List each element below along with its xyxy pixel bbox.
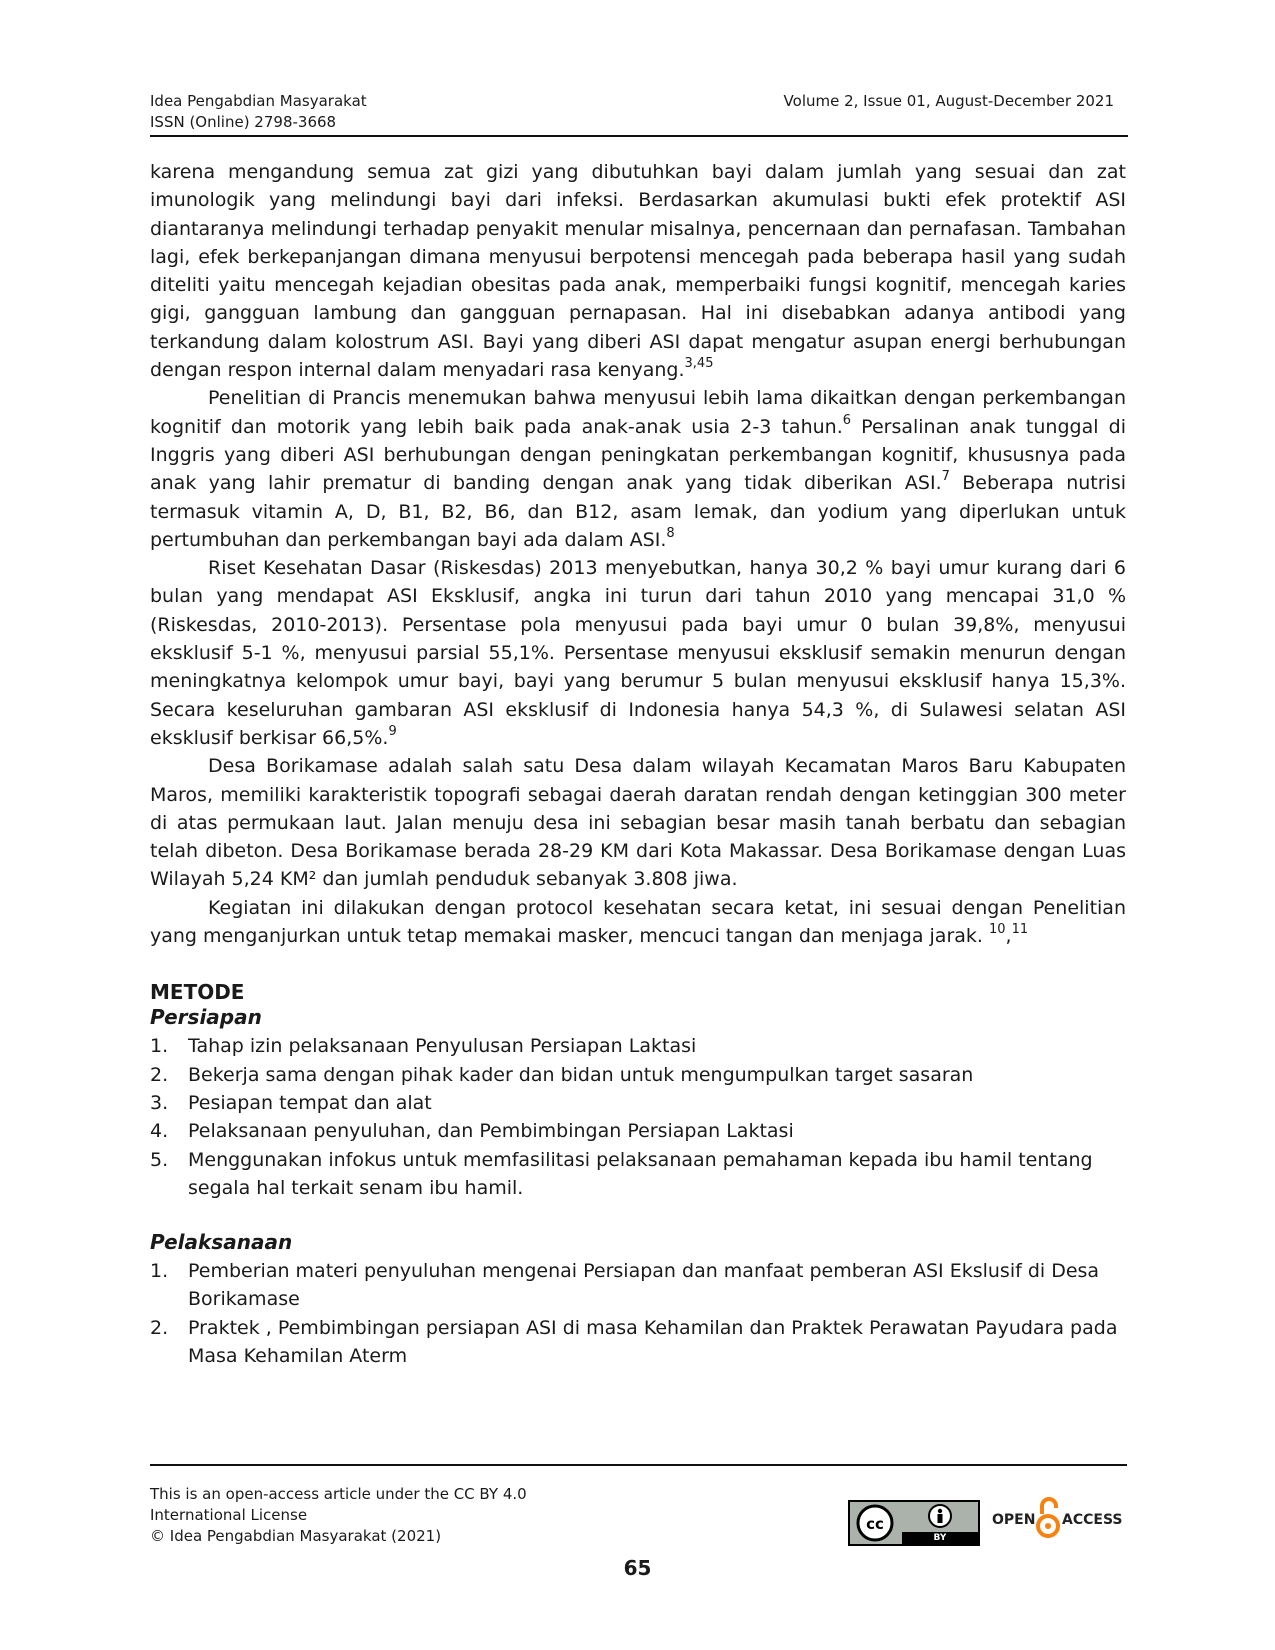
list-item: 2. Bekerja sama dengan pihak kader dan bidan untuk mengumpulkan target sasaran xyxy=(150,1063,974,1086)
by-label: BY xyxy=(902,1532,978,1544)
subsection-title-persiapan: Persiapan xyxy=(150,1005,262,1030)
pelaksanaan-list xyxy=(150,1257,1126,1370)
paragraph-4: Desa Borikamase adalah salah satu Desa dalam wilayah Kecamatan Maros Baru Kabupaten Maros, memiliki karakteristik topografi sebagai daerah daratan rendah dengan ketinggian 300 meter di atas permukaan laut. Jalan menuju desa ini sebagian besar masih tanah berbatu dan sebagian telah dibeton. Desa Borikamase berada 28-29 KM dari Kota Makassar. Desa Borikamase dengan Luas Wilayah 5,24 KM² dan jumlah penduduk sebanyak 3.808 jiwa. xyxy=(150,755,1126,891)
subsection-title-pelaksanaan: Pelaksanaan xyxy=(150,1230,293,1255)
list-item: 2. Praktek , Pembimbingan persiapan ASI di masa Kehamilan dan Praktek Perawatan Payudara pada Masa Kehamilan Aterm xyxy=(150,1316,1118,1367)
issn: ISSN (Online) 2798-3668 xyxy=(150,113,337,131)
list-item: 4. Pelaksanaan penyuluhan, dan Pembimbingan Persiapan Laktasi xyxy=(150,1120,794,1143)
license-notice: This is an open-access article under the CC BY 4.0 International License © Idea Pengabdian Masyarakat (2021) xyxy=(150,1485,527,1545)
citation: 10 xyxy=(989,922,1006,938)
citation: 11 xyxy=(1011,922,1029,938)
open-lock-icon xyxy=(1036,1496,1060,1540)
citation: 8 xyxy=(666,525,675,541)
citation: 3,45 xyxy=(684,356,714,372)
citation: 7 xyxy=(941,469,950,485)
paragraph-1: karena mengandung semua zat gizi yang dibutuhkan bayi dalam jumlah yang sesuai dan zat imunologik yang melindungi bayi dari infeksi. Berdasarkan akumulasi bukti efek protektif ASI diantaranya melindungi terhadap penyakit menular misalnya, pencernaan dan pernafasan. Tambahan lagi, efek berkepanjangan dimana menyusui berpotensi mencegah pada beberapa hasil yang sudah diteliti yaitu mencegah kejadian obesitas pada anak, memperbaiki fungsi kognitif, mencegah karies gigi, gangguan lambung dan gangguan pernapasan. Hal ini disebabkan adanya antibodi yang terkandung dalam kolostrum ASI. Bayi yang diberi ASI dapat mengatur asupan energi berhubungan dengan respon internal dalam menyadari rasa kenyang.$^{3,45}$ xyxy=(150,161,1126,382)
page-number: 65 xyxy=(623,1556,652,1580)
paragraph-3: Riset Kesehatan Dasar (Riskesdas) 2013 menyebutkan, hanya 30,2 % bayi umur kurang dari 6 bulan yang mendapat ASI Eksklusif, angka ini turun dari tahun 2010 yang mencapai 31,0 % (Riskesdas, 2010-2013). Persentase pola menyusui pada bayi umur 0 bulan 39,8%, menyusui eksklusif 5-1 %, menyusui parsial 55,1%. Persentase menyusui eksklusif semakin menurun dengan meningkatnya kelompok umur bayi, bayi yang berumur 5 bulan menyusui eksklusif hanya 15,3%. Secara keseluruhan gambaran ASI eksklusif di Indonesia hanya 54,3 %, di Sulawesi selatan ASI eksklusif berkisar 66,5%.$^9$ xyxy=(150,557,1126,749)
list-item: 1. Pemberian materi penyuluhan mengenai Persiapan dan manfaat pemberan ASI Ekslusif di Desa Borikamase xyxy=(150,1260,1100,1311)
list-item: 5. Menggunakan infokus untuk memfasilitasi pelaksanaan pemahaman kepada ibu hamil tentang segala hal terkait senam ibu hamil. xyxy=(150,1148,1093,1199)
svg-text:cc: cc xyxy=(866,1515,884,1533)
open-access-logo: OPEN ACCESS xyxy=(992,1494,1122,1546)
copyright: © Idea Pengabdian Masyarakat (2021) xyxy=(150,1527,442,1545)
persiapan-list xyxy=(150,1032,1126,1202)
citation: 9 xyxy=(388,723,397,739)
footer-divider xyxy=(150,1464,1127,1466)
list-item: 3. Pesiapan tempat dan alat xyxy=(150,1091,432,1114)
volume-info: Volume 2, Issue 01, August-December 2021 xyxy=(783,92,1114,110)
cc-by-badge xyxy=(848,1500,980,1546)
paragraph-2: Penelitian di Prancis menemukan bahwa menyusui lebih lama dikaitkan dengan perkembangan kognitif dan motorik yang lebih baik pada anak-anak usia 2-3 tahun.$^6$ Persalinan anak tunggal di Inggris yang diberi ASI berhubungan dengan peningkatan perkembangan kognitif, khususnya pada anak yang lahir prematur di banding dengan anak yang tidak diberikan ASI.$^7$ Beberapa nutrisi termasuk vitamin A, D, B1, B2, B6, dan B12, asam lemak, dan yodium yang diperlukan untuk pertumbuhan dan perkembangan bayi ada dalam ASI.$^8$ xyxy=(150,387,1126,551)
journal-name: Idea Pengabdian Masyarakat xyxy=(150,92,367,110)
list-item: 1. Tahap izin pelaksanaan Penyulusan Persiapan Laktasi xyxy=(150,1035,697,1058)
citation: 6 xyxy=(842,412,852,428)
section-title-metode: METODE xyxy=(150,980,245,1005)
header-divider xyxy=(150,135,1128,137)
paragraph-5: Kegiatan ini dilakukan dengan protocol kesehatan secara ketat, ini sesuai dengan Penelitian yang menganjurkan untuk tetap memakai masker, mencuci tangan dan menjaga jarak. $^{10}$,$^{11}$ xyxy=(150,896,1126,948)
article-body xyxy=(150,158,1126,1370)
